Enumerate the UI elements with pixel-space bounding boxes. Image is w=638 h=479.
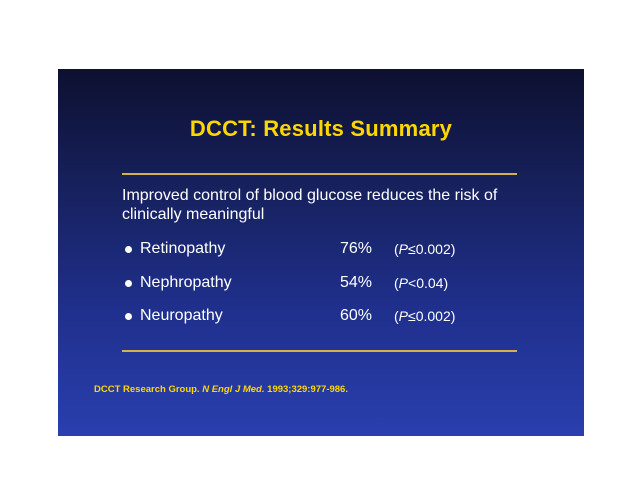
bullet-icon	[125, 280, 132, 287]
result-label: Neuropathy	[140, 307, 223, 324]
result-p-value: (P≤0.002)	[394, 241, 456, 257]
citation	[94, 384, 348, 395]
citation-ref: 1993;329:977-986.	[267, 384, 348, 395]
bullet-icon	[125, 246, 132, 253]
result-row-neuropathy	[122, 307, 522, 331]
result-row-nephropathy	[122, 274, 522, 298]
result-p-value: (P≤0.002)	[394, 308, 456, 324]
slide	[58, 69, 584, 436]
result-percent: 54%	[340, 274, 373, 291]
bullet-icon	[125, 313, 132, 320]
intro-text: Improved control of blood glucose reduces the risk of clinically meaningful	[122, 187, 498, 223]
bottom-divider	[122, 350, 517, 352]
result-percent: 60%	[340, 307, 373, 324]
result-label: Retinopathy	[140, 240, 226, 257]
result-label: Nephropathy	[140, 274, 232, 291]
citation-journal: N Engl J Med.	[202, 384, 265, 395]
top-divider	[122, 173, 517, 175]
slide-title: DCCT: Results Summary	[189, 116, 453, 141]
citation-authors: DCCT Research Group.	[94, 384, 200, 395]
result-percent: 76%	[340, 240, 373, 257]
result-p-value: (P<0.04)	[394, 275, 449, 291]
result-row-retinopathy	[122, 240, 522, 264]
